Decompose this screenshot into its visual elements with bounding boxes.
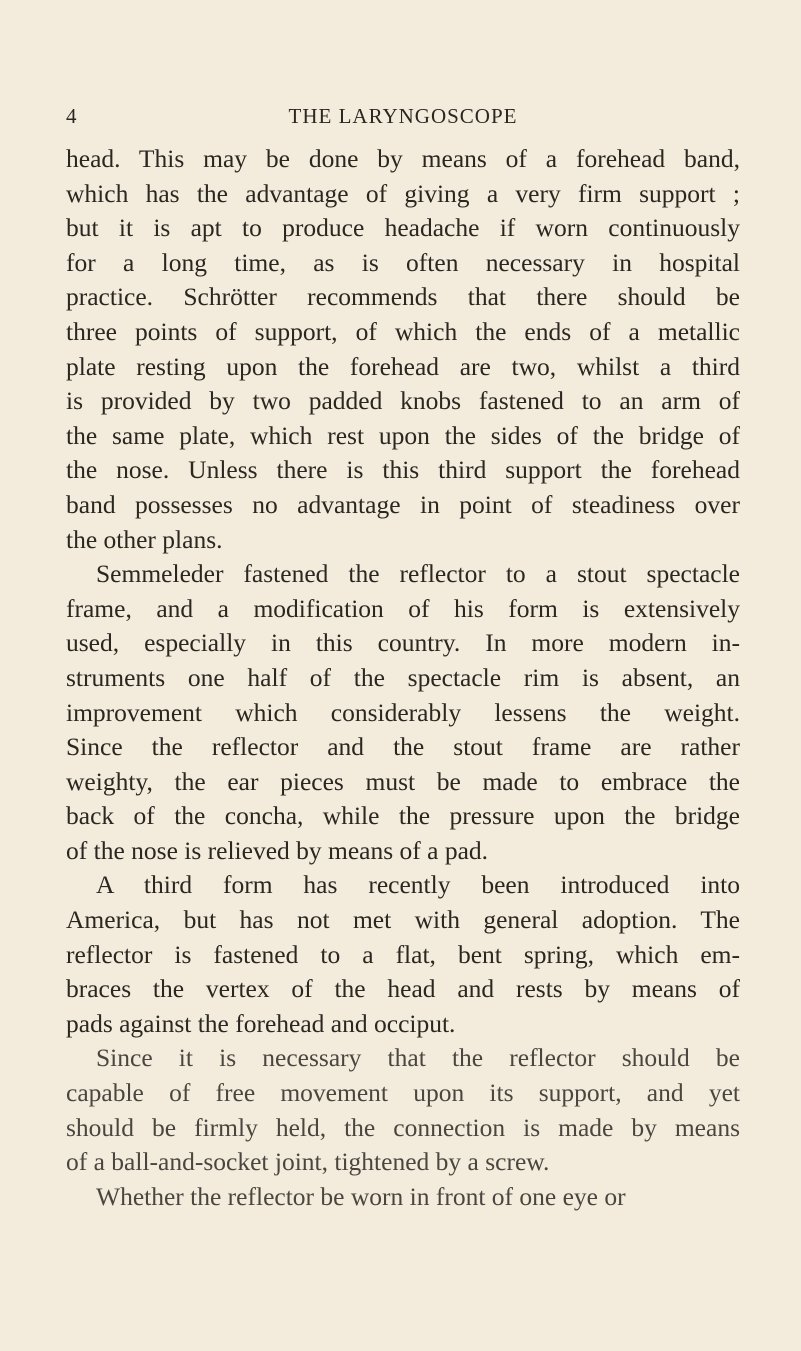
- text-line: should be firmly held, the connection is made by means: [66, 1112, 740, 1142]
- text-line: which has the advantage of giving a very firm support ;: [66, 178, 740, 208]
- book-page: [66, 104, 740, 1214]
- text-line: used, especially in this country. In more modern in-: [66, 628, 740, 658]
- text-line: improvement which considerably lessens the weight.: [66, 697, 740, 727]
- text-line: Whether the reflector be worn in front of one eye or: [96, 1181, 626, 1211]
- text-line: frame, and a modification of his form is extensively: [66, 593, 740, 623]
- text-line: head. This may be done by means of a forehead band,: [66, 144, 740, 173]
- running-head: [66, 104, 740, 140]
- text-line: back of the concha, while the pressure upon the bridge: [66, 801, 740, 831]
- text-line: reflector is fastened to a flat, bent spring, which em-: [66, 939, 740, 969]
- text-line: of a ball-and-socket joint, tightened by a screw.: [66, 1147, 550, 1177]
- page-number: 4: [66, 104, 78, 128]
- text-line: pads against the forehead and occiput.: [66, 1008, 456, 1038]
- running-title: THE LARYNGOSCOPE: [288, 104, 518, 128]
- text-line: capable of free movement upon its support, and yet: [66, 1078, 740, 1108]
- text-line: America, but has not met with general adoption. The: [66, 905, 740, 935]
- text-line: braces the vertex of the head and rests by means of: [66, 974, 740, 1004]
- text-line: practice. Schrötter recommends that there should be: [66, 282, 740, 312]
- body-text: [66, 142, 740, 1214]
- text-line: band possesses no advantage in point of steadiness over: [66, 489, 740, 519]
- text-line: for a long time, as is often necessary in hospital: [66, 247, 740, 277]
- text-line: of the nose is relieved by means of a pad.: [66, 835, 489, 865]
- text-line: struments one half of the spectacle rim is absent, an: [66, 662, 740, 692]
- text-line: Since the reflector and the stout frame are rather: [66, 732, 740, 762]
- text-line: the other plans.: [66, 524, 223, 554]
- text-line: plate resting upon the forehead are two, whilst a third: [66, 351, 740, 381]
- text-line: three points of support, of which the ends of a metallic: [66, 316, 740, 346]
- text-line: Since it is necessary that the reflector should be: [96, 1043, 740, 1073]
- text-line: but it is apt to produce headache if worn continuously: [66, 213, 740, 243]
- text-line: the same plate, which rest upon the sides of the bridge of: [66, 420, 740, 450]
- text-line: Semmeleder fastened the reflector to a stout spectacle: [96, 559, 740, 589]
- text-line: the nose. Unless there is this third support the forehead: [66, 455, 740, 485]
- text-line: A third form has recently been introduced into: [96, 870, 740, 900]
- text-line: weighty, the ear pieces must be made to embrace the: [66, 766, 740, 796]
- text-line: is provided by two padded knobs fastened to an arm of: [66, 386, 740, 416]
